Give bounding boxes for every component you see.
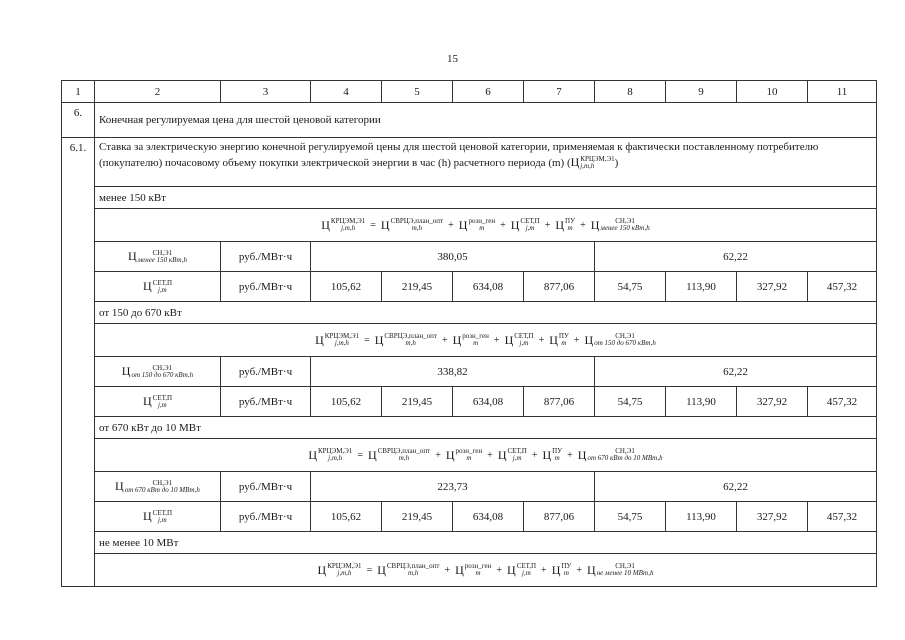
tariff-symbol: Ц СВРЦЭ,план_опт m,h [377, 562, 440, 577]
operator: + [544, 219, 551, 231]
tariff-symbol: Ц СВРЦЭ,план_опт m,h [374, 332, 437, 347]
set-value: 877,06 [524, 272, 595, 302]
row-6 [62, 103, 877, 138]
operator: + [496, 564, 503, 576]
band-title-row [62, 187, 877, 209]
sn-symbol-cell [95, 242, 221, 272]
operator: + [444, 564, 451, 576]
set-symbol-cell [95, 272, 221, 302]
set-row [62, 272, 877, 302]
header-cell: 3 [221, 81, 311, 103]
tariff-table [61, 80, 877, 587]
unit-cell: руб./МВт·ч [221, 357, 311, 387]
formula-row [62, 324, 877, 357]
header-cell: 5 [382, 81, 453, 103]
tariff-symbol: Ц СЕТ,П j,m [507, 562, 537, 577]
operator: = [370, 219, 376, 231]
formula-row [62, 439, 877, 472]
tariff-symbol: Ц СЕТ,П j,m [143, 393, 172, 409]
tariff-symbol: Ц СН,Э1 менее 150 кВт,h [590, 217, 650, 232]
unit-cell: руб./МВт·ч [221, 472, 311, 502]
tariff-symbol: Ц КРЦЭМ,Э1 j,m,h [308, 447, 353, 462]
set-value: 219,45 [382, 387, 453, 417]
tariff-symbol: Ц КРЦЭМ,Э1 j,m,h [570, 154, 615, 170]
sn-value-right: 62,22 [595, 472, 877, 502]
header-cell: 7 [524, 81, 595, 103]
operator: + [573, 334, 580, 346]
band-title: от 150 до 670 кВт [95, 302, 877, 324]
operator: = [364, 334, 370, 346]
formula [95, 209, 877, 242]
tariff-symbol: Ц КРЦЭМ,Э1 j,m,h [315, 332, 360, 347]
set-symbol-cell [95, 502, 221, 532]
band-title-row [62, 532, 877, 554]
formula [95, 439, 877, 472]
tariff-symbol: Ц розн_ген m [452, 332, 489, 347]
set-value: 457,32 [808, 502, 877, 532]
tariff-symbol: Ц КРЦЭМ,Э1 j,m,h [321, 217, 366, 232]
header-cell: 10 [737, 81, 808, 103]
header-cell: 11 [808, 81, 877, 103]
tariff-symbol: Ц СВРЦЭ,план_опт m,h [367, 447, 431, 462]
formula-row [62, 209, 877, 242]
sn-value-right: 62,22 [595, 242, 877, 272]
sn-value-left: 338,82 [311, 357, 595, 387]
set-value: 634,08 [453, 502, 524, 532]
sn-value-left: 223,73 [311, 472, 595, 502]
set-value: 113,90 [666, 502, 737, 532]
set-value: 113,90 [666, 272, 737, 302]
operator: + [487, 449, 493, 461]
header-row [62, 81, 877, 103]
header-cell: 6 [453, 81, 524, 103]
band-title-row [62, 417, 877, 439]
tariff-symbol: Ц КРЦЭМ,Э1 j,m,h [317, 562, 362, 577]
tariff-symbol: Ц ПУ m [551, 562, 572, 577]
set-value: 634,08 [453, 387, 524, 417]
tariff-symbol: Ц ПУ m [542, 447, 563, 462]
band-title: менее 150 кВт [95, 187, 877, 209]
operator: = [357, 449, 363, 461]
set-value: 457,32 [808, 272, 877, 302]
operator: + [441, 334, 448, 346]
unit-cell: руб./МВт·ч [221, 242, 311, 272]
header-cell: 9 [666, 81, 737, 103]
band-title: не менее 10 МВт [95, 532, 877, 554]
set-value: 877,06 [524, 502, 595, 532]
tariff-symbol: Ц СЕТ,П j,m [143, 278, 172, 294]
tariff-symbol: Ц розн_ген m [455, 562, 492, 577]
sn-value-left: 380,05 [311, 242, 595, 272]
set-value: 634,08 [453, 272, 524, 302]
set-value: 877,06 [524, 387, 595, 417]
sn-row [62, 242, 877, 272]
sn-symbol-cell [95, 472, 221, 502]
tariff-symbol: Ц СН,Э1 менее 150 кВт,h [127, 248, 188, 264]
operator: + [541, 564, 547, 576]
unit-cell: руб./МВт·ч [221, 272, 311, 302]
section-title: Конечная регулируемая цена для шестой ценовой категории [95, 103, 877, 138]
set-value: 327,92 [737, 272, 808, 302]
unit-cell: руб./МВт·ч [221, 387, 311, 417]
tariff-symbol: Ц СЕТ,П j,m [510, 217, 540, 232]
formula-row [62, 554, 877, 587]
set-value: 219,45 [382, 272, 453, 302]
header-cell: 1 [62, 81, 95, 103]
operator: + [538, 334, 545, 346]
set-row [62, 387, 877, 417]
section-description: Ставка за электрическую энергию конечной регулируемой цены для шестой ценовой категории, применяемая к фактически поставленному потребителю (покупателю) почасовому объему покупки электрической энергии в час (h) расчетного периода (m) ( Ц КРЦЭМ,Э1 j,m,h ) [95, 138, 877, 187]
tariff-symbol: Ц СН,Э1 от 670 кВт до 10 МВт,h [577, 447, 663, 462]
operator: + [493, 334, 500, 346]
operator: + [448, 219, 454, 231]
set-value: 105,62 [311, 272, 382, 302]
sn-symbol-cell [95, 357, 221, 387]
operator: = [366, 564, 373, 576]
set-value: 327,92 [737, 387, 808, 417]
tariff-symbol: Ц ПУ m [549, 332, 569, 347]
header-cell: 2 [95, 81, 221, 103]
sn-row [62, 357, 877, 387]
page-number: 15 [447, 53, 458, 65]
tariff-symbol: Ц ПУ m [555, 217, 576, 232]
tariff-symbol: Ц СН,Э1 от 150 до 670 кВт,h [584, 332, 656, 347]
set-value: 54,75 [595, 272, 666, 302]
tariff-symbol: Ц СЕТ,П j,m [143, 508, 172, 524]
sn-row [62, 472, 877, 502]
tariff-symbol: Ц розн_ген m [445, 447, 483, 462]
operator: + [580, 219, 586, 231]
unit-cell: руб./МВт·ч [221, 502, 311, 532]
tariff-symbol: Ц СЕТ,П j,m [497, 447, 527, 462]
set-row [62, 502, 877, 532]
set-value: 105,62 [311, 387, 382, 417]
tariff-symbol: Ц СН,Э1 от 150 до 670 кВт,h [121, 363, 194, 379]
operator: + [500, 219, 506, 231]
formula [95, 554, 877, 587]
formula [95, 324, 877, 357]
set-value: 105,62 [311, 502, 382, 532]
set-value: 54,75 [595, 387, 666, 417]
row-6-1 [62, 138, 877, 187]
operator: + [576, 564, 583, 576]
band-title: от 670 кВт до 10 МВт [95, 417, 877, 439]
tariff-symbol: Ц СВРЦЭ,план_опт m,h [380, 217, 444, 232]
set-value: 219,45 [382, 502, 453, 532]
set-value: 457,32 [808, 387, 877, 417]
tariff-symbol: Ц розн_ген m [458, 217, 496, 232]
tariff-symbol: Ц СН,Э1 не менее 10 МВт,h [587, 562, 654, 577]
row-number: 6.1. [62, 138, 95, 587]
operator: + [435, 449, 441, 461]
operator: + [531, 449, 538, 461]
set-value: 113,90 [666, 387, 737, 417]
tariff-symbol: Ц СЕТ,П j,m [504, 332, 534, 347]
header-cell: 8 [595, 81, 666, 103]
operator: + [567, 449, 573, 461]
band-title-row [62, 302, 877, 324]
row-number: 6. [62, 103, 95, 138]
set-value: 54,75 [595, 502, 666, 532]
sn-value-right: 62,22 [595, 357, 877, 387]
set-value: 327,92 [737, 502, 808, 532]
tariff-symbol: Ц СН,Э1 от 670 кВт до 10 МВт,h [115, 478, 200, 494]
set-symbol-cell [95, 387, 221, 417]
header-cell: 4 [311, 81, 382, 103]
